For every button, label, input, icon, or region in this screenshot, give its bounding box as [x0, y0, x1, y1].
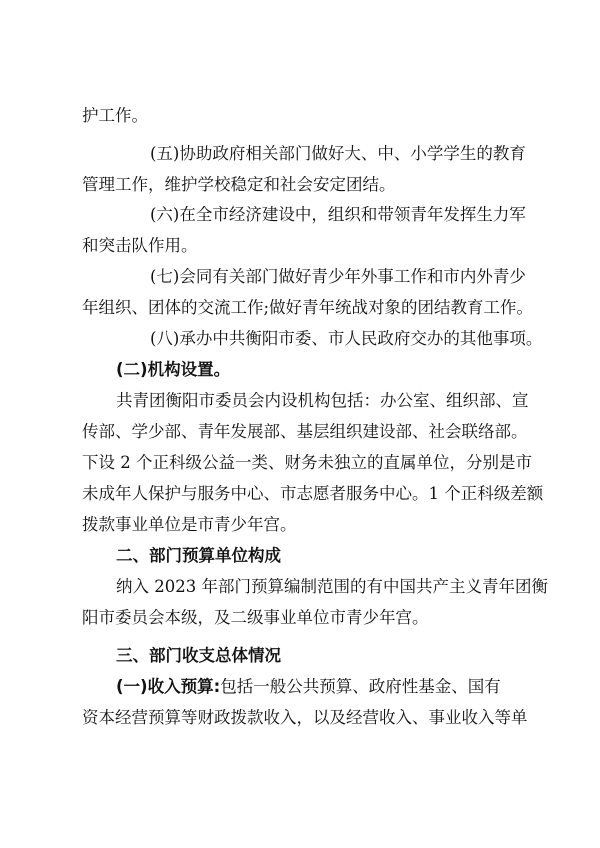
text-line: 资本经营预算等财政拨款收入，以及经营收入、事业收入等单: [82, 708, 528, 727]
text-line: 未成年人保护与服务中心、市志愿者服务中心。1 个正科级差额: [82, 484, 544, 503]
subsection-heading: (二)机构设置。: [116, 360, 231, 379]
text-line: 共青团衡阳市委员会内设机构包括：办公室、组织部、宣: [116, 391, 529, 410]
income-budget-label: (一)收入预算:: [116, 677, 221, 696]
text-line: (七)会同有关部门做好青少年外事工作和市内外青少: [150, 267, 526, 286]
text-line: 和突击队作用。: [82, 236, 198, 255]
text-line: 阳市委员会本级，及二级事业单位市青少年宫。: [82, 608, 429, 627]
text-line: (六)在全市经济建设中，组织和带领青年发挥生力军: [150, 205, 526, 224]
text-line: (五)协助政府相关部门做好大、中、小学学生的教育: [150, 144, 526, 163]
income-budget-text: 包括一般公共预算、政府性基金、国有: [220, 677, 501, 696]
text-line: 传部、学少部、青年发展部、基层组织建设部、社会联络部。: [82, 422, 528, 441]
text-line: 拨款事业单位是市青少年宫。: [82, 515, 297, 534]
section-heading: 二、部门预算单位构成: [116, 546, 281, 565]
text-line: 护工作。: [82, 106, 148, 125]
text-line: 纳入 2023 年部门预算编制范围的有中国共产主义青年团衡: [116, 577, 548, 596]
section-heading: 三、部门收支总体情况: [116, 646, 281, 665]
text-line: 下设 2 个正科级公益一类、财务未独立的直属单位，分别是市: [82, 453, 532, 472]
text-line: (八)承办中共衡阳市委、市人民政府交办的其他事项。: [150, 329, 543, 348]
text-line: 管理工作，维护学校稳定和社会安定团结。: [82, 175, 396, 194]
text-line: 年组织、团体的交流工作;做好青年统战对象的团结教育工作。: [82, 298, 534, 317]
text-line: [116, 672, 522, 702]
